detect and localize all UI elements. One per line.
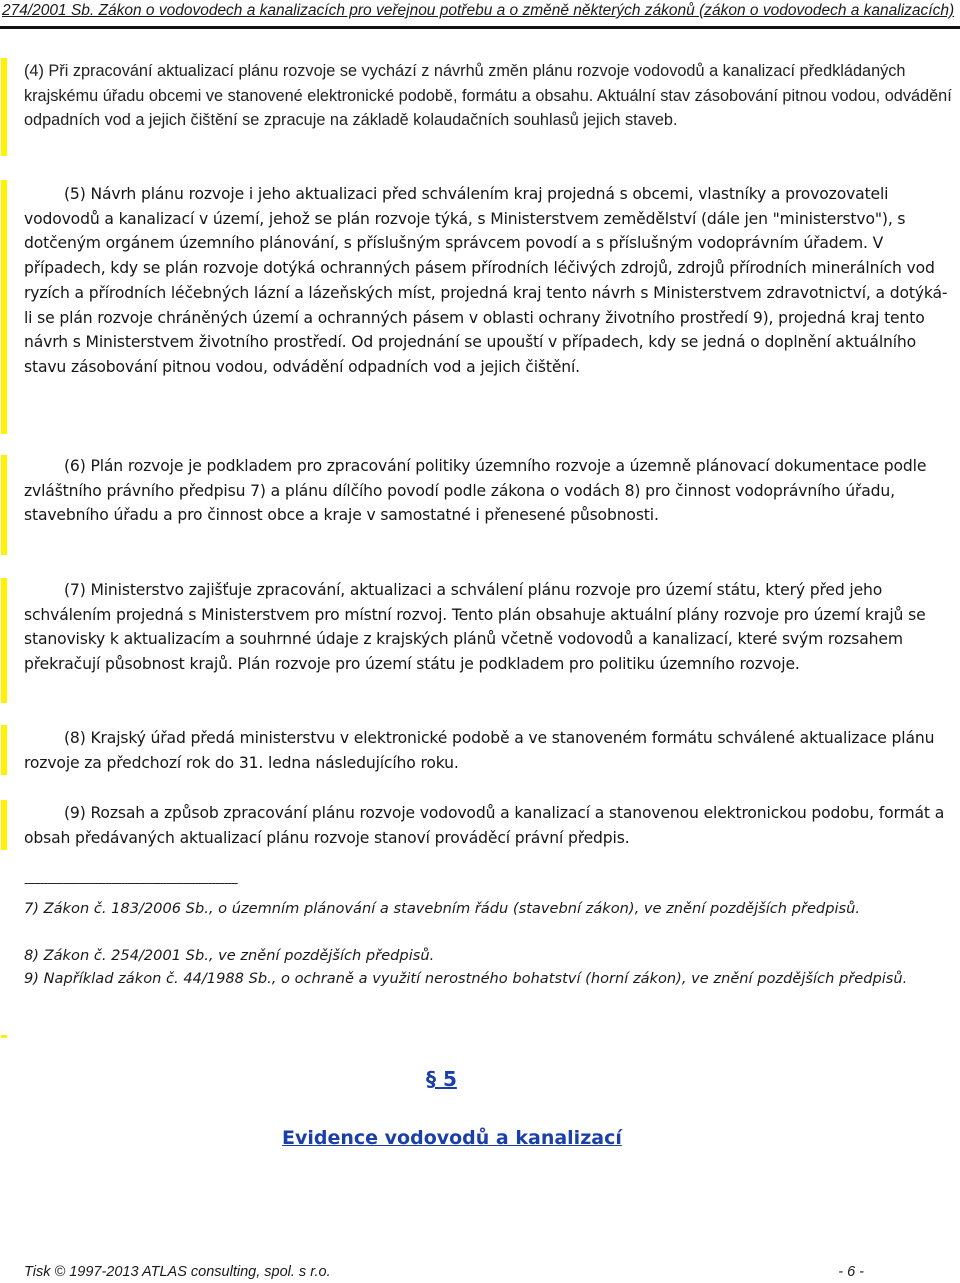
- footer-copyright: Tisk © 1997-2013 ATLAS consulting, spol. s r.o.: [24, 1264, 331, 1280]
- paragraph-4: (4) Při zpracování aktualizací plánu rozvoje se vychází z návrhů změn plánu rozvoje vodovodů a kanalizací předkládaných krajskému úřadu obcemi ve stanovené elektronické podobě, formátu a obsahu. Aktuální stav zásobování pitnou vodou, odvádění odpadních vod a jejich čištění se zpracuje na základě kolaudačních souhlasů jejich staveb.: [24, 62, 952, 130]
- paragraph-5-text: (5) Návrh plánu rozvoje i jeho aktualizaci před schválením kraj projedná s obcemi, vlastníky a provozovateli vodovodů a kanalizací v území, jehož se plán rozvoje týká, s Ministerstvem zemědělství (dále jen "ministerstvo"), s dotčeným orgánem územního plánování, s příslušným správcem povodí a s příslušným vodoprávním úřadem. V případech, kdy se plán rozvoje dotýká ochranných pásem přírodních léčivých zdrojů, zdrojů přírodních minerálních vod ryzích a přírodních léčebných lázní a lázeňských míst, projedná kraj tento návrh s Ministerstvem zdravotnictví, a dotýká-li se plán rozvoje chráněných území a ochranných pásem v oblasti ochrany životního prostředí 9), projedná kraj tento návrh s Ministerstvem životního prostředí. Od projednání se upouští v případech, kdy se jedná o doplnění aktuálního stavu zásobování pitnou vodou, odvádění odpadních vod a jejich čištění.: [24, 185, 948, 376]
- footnote-9: 9) Například zákon č. 44/1988 Sb., o ochraně a využití nerostného bohatství (horní zákon), ve znění pozdějších předpisů.: [24, 970, 908, 987]
- page-footer: [24, 1264, 864, 1282]
- change-bar-p4: [1, 58, 7, 156]
- paragraph-5: [24, 182, 954, 380]
- running-header-link[interactable]: 274/2001 Sb. Zákon o vodovodech a kanalizacích pro veřejnou potřebu a o změně některých zákonů (zákon o vodovodech a kanalizacích): [2, 2, 955, 19]
- change-bar-p8: [1, 725, 7, 775]
- footnote-separator: ------------------------------------------------------------------: [24, 876, 238, 890]
- paragraph-8-text: (8) Krajský úřad předá ministerstvu v elektronické podobě a ve stanoveném formátu schválené aktualizace plánu rozvoje za předchozí rok do 31. ledna následujícího roku.: [24, 729, 935, 772]
- section-title: Evidence vodovodů a kanalizací: [282, 1127, 622, 1149]
- footnote-8: 8) Zákon č. 254/2001 Sb., ve znění pozdějších předpisů.: [24, 947, 435, 964]
- paragraph-9: [24, 801, 954, 850]
- page-number: - 6 -: [838, 1264, 864, 1280]
- change-bar-p6: [1, 455, 7, 555]
- change-bar-p5: [1, 180, 7, 434]
- paragraph-7: [24, 578, 954, 677]
- footnote-7: 7) Zákon č. 183/2006 Sb., o územním plánování a stavebním řádu (stavební zákon), ve znění pozdějších předpisů.: [24, 900, 861, 917]
- change-bar-p7: [1, 578, 7, 703]
- section-number: § 5: [426, 1067, 457, 1091]
- running-header: [0, 0, 960, 29]
- change-bar-p9: [1, 800, 7, 850]
- paragraph-9-text: (9) Rozsah a způsob zpracování plánu rozvoje vodovodů a kanalizací a stanovenou elektronickou podobu, formát a obsah předávaných aktualizací plánu rozvoje stanoví prováděcí právní předpis.: [24, 804, 945, 847]
- paragraph-8: [24, 726, 954, 775]
- paragraph-7-text: (7) Ministerstvo zajišťuje zpracování, aktualizaci a schválení plánu rozvoje pro území státu, který před jeho schválením projedná s Ministerstvem pro místní rozvoj. Tento plán obsahuje aktuální plány rozvoje pro území krajů se stanovisky k aktualizacím a souhrnné údaje z krajských plánů včetně vodovodů a kanalizací, které svým rozsahem překračují působnost krajů. Plán rozvoje pro území státu je podkladem pro politiku územního rozvoje.: [24, 581, 926, 674]
- change-bar-mark: [1, 1035, 7, 1038]
- paragraph-6-text: (6) Plán rozvoje je podkladem pro zpracování politiky územního rozvoje a územně plánovací dokumentace podle zvláštního právního předpisu 7) a plánu dílčího povodí podle zákona o vodách 8) pro činnost vodoprávního úřadu, stavebního úřadu a pro činnost obce a kraje v samostatné i přenesené působnosti.: [24, 457, 927, 525]
- paragraph-6: [24, 454, 954, 528]
